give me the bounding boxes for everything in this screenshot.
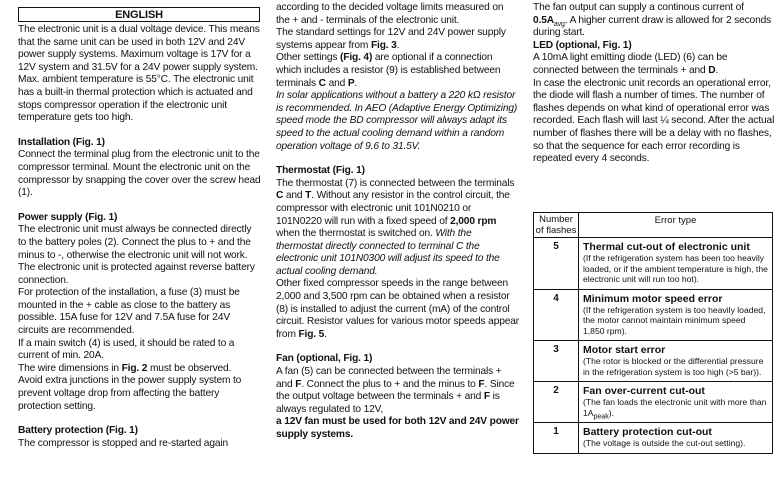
fan-heading: Fan (optional, Fig. 1) xyxy=(276,353,373,365)
battery-protection-continued: according to the decided voltage limits measured on the + and - terminals of the electronic unit. xyxy=(276,2,504,26)
led-text: A 10mA light emitting diode (LED) (6) can be connected between the terminals + and D. xyxy=(533,52,728,76)
table-row xyxy=(534,382,773,423)
led-flash-text: In case the electronic unit records an operational error, the diode will flash a number of times. The number of flashes depends on what kind of operational error was recorded. Each flash will last ¼ second. After the actual number of flashes there will be a delay with no flashes, so that the sequence for each error recording is repeated every 4 seconds. xyxy=(533,77,775,165)
fig-4-ref: (Fig. 4) xyxy=(340,52,373,64)
power-supply-p2: For protection of the installation, a fuse (3) must be mounted in the + cable as close to the battery as possible. 15A fuse for 12V and 7.5A fuse for 24V circuits are recommended. xyxy=(18,287,240,337)
column-left xyxy=(18,2,261,450)
error-cell: Thermal cut-out of electronic unit (If the refrigeration system has been too heavily loaded, or if the ambient temperature is high, the electronic unit will run too hot). xyxy=(579,238,773,290)
power-supply-p3: If a main switch (4) is used, it should be rated to a current of min. 20A. xyxy=(18,337,235,362)
flash-count: 4 xyxy=(534,289,579,341)
flash-count: 2 xyxy=(534,382,579,423)
flash-count: 1 xyxy=(534,423,579,454)
language-header: ENGLISH xyxy=(18,7,260,22)
battery-protection-heading: Battery protection (Fig. 1) xyxy=(18,425,138,437)
standard-settings-text: The standard settings for 12V and 24V power supply systems appear from Fig. 3. xyxy=(276,27,506,51)
power-supply-heading: Power supply (Fig. 1) xyxy=(18,211,118,223)
table-row xyxy=(534,289,773,341)
fan-output-text: The fan output can supply a continous current of $0.5A_{avg}$. A higher current draw is allowed for 2 seconds during start. xyxy=(533,2,772,39)
table-row xyxy=(534,423,773,454)
fig-5-ref: Fig. 5 xyxy=(298,328,325,340)
power-supply-p5: Avoid extra junctions in the power supply system to prevent voltage drop from affecting the battery protection setting. xyxy=(18,375,242,412)
error-table xyxy=(533,212,773,454)
intro-paragraph: The electronic unit is a dual voltage device. This means that the same unit can be used in both 12V and 24V power supply systems. Maximum voltage is 17V for a 12V system and 31.5V for a 24V power supply system. Max. ambient temperature is 55°C. The electronic unit has a built-in thermal protection which is actuated and stops compressor operation if the electronic unit temperature gets too high. xyxy=(18,24,260,124)
table-row xyxy=(534,238,773,290)
column-middle xyxy=(276,2,519,442)
error-cell: Minimum motor speed error (If the refrigeration system is too heavily loaded, the motor cannot maintain minimum speed 1,850 rpm). xyxy=(579,289,773,341)
column-right xyxy=(533,2,775,166)
installation-text: Connect the terminal plug from the electronic unit to the compressor terminal. Mount the electronic unit on the compressor by snapping the cover over the screw head (1). xyxy=(18,149,261,199)
fig-3-ref: Fig. 3 xyxy=(370,39,397,51)
table-header-row xyxy=(534,213,773,238)
power-supply-p1: The electronic unit must always be connected directly to the battery poles (2). Connect the plus to + and the minus to -, otherwise the electronic unit will not work. The electronic unit is protected against reverse battery connection. xyxy=(18,224,255,286)
thermostat-speeds-text: Other fixed compressor speeds in the range between 2,000 and 3,500 rpm can be obtained when a resistor (8) is installed to adjust the current (mA) of the control circuit. Resistor values for various motor speeds appear from Fig. 5. xyxy=(276,278,519,340)
thermostat-text: The thermostat (7) is connected between the terminals C and T. Without any resistor in the control circuit, the compressor with electronic unit 101N0210 or 101N0220 will run with a fixed speed of 2,000 rpm when the thermostat is switched on. With the thermostat directly connected to terminal C the electronic unit 101N0300 will adjust its speed to the actual cooling demand. xyxy=(276,177,515,277)
error-type-header: Error type xyxy=(579,213,773,238)
table-row xyxy=(534,341,773,382)
number-of-flashes-header: Number of flashes xyxy=(534,213,579,238)
error-cell: Battery protection cut-out (The voltage is outside the cut-out setting). xyxy=(579,423,773,454)
battery-protection-text: The compressor is stopped and re-started again xyxy=(18,437,228,449)
solar-note: In solar applications without a battery a 220 kΩ resistor is recommended. In AEO (Adaptive Energy Optimizing) speed mode the BD compressor will always adapt its speed to the actual cooling demand within a random operation voltage of 9.6 to 31.5V. xyxy=(276,90,518,152)
fan-text: A fan (5) can be connected between the terminals + and F. Connect the plus to + and the minus to F. Since the output voltage between the terminals + and F is always regulated to 12V, xyxy=(276,366,515,415)
led-heading: LED (optional, Fig. 1) xyxy=(533,39,632,51)
other-settings-text: Other settings (Fig. 4) are optional if a connection which includes a resistor (9) is established between terminals C and P. xyxy=(276,52,501,89)
power-supply-p4: The wire dimensions in Fig. 2 must be observed. xyxy=(18,362,232,374)
flash-count: 5 xyxy=(534,238,579,290)
fan-warning: a 12V fan must be used for both 12V and 24V power supply systems. xyxy=(276,416,519,440)
error-cell: Fan over-current cut-out (The fan loads the electronic unit with more than $1A_{peak}$). xyxy=(579,382,773,423)
flash-count: 3 xyxy=(534,341,579,382)
installation-heading: Installation (Fig. 1) xyxy=(18,136,105,148)
fixed-speed: 2,000 rpm xyxy=(450,215,497,227)
thermostat-heading: Thermostat (Fig. 1) xyxy=(276,165,365,177)
error-cell: Motor start error (The rotor is blocked or the differential pressure in the refrigeration system is too high (>5 bar)). xyxy=(579,341,773,382)
fig-2-ref: Fig. 2 xyxy=(121,362,148,374)
